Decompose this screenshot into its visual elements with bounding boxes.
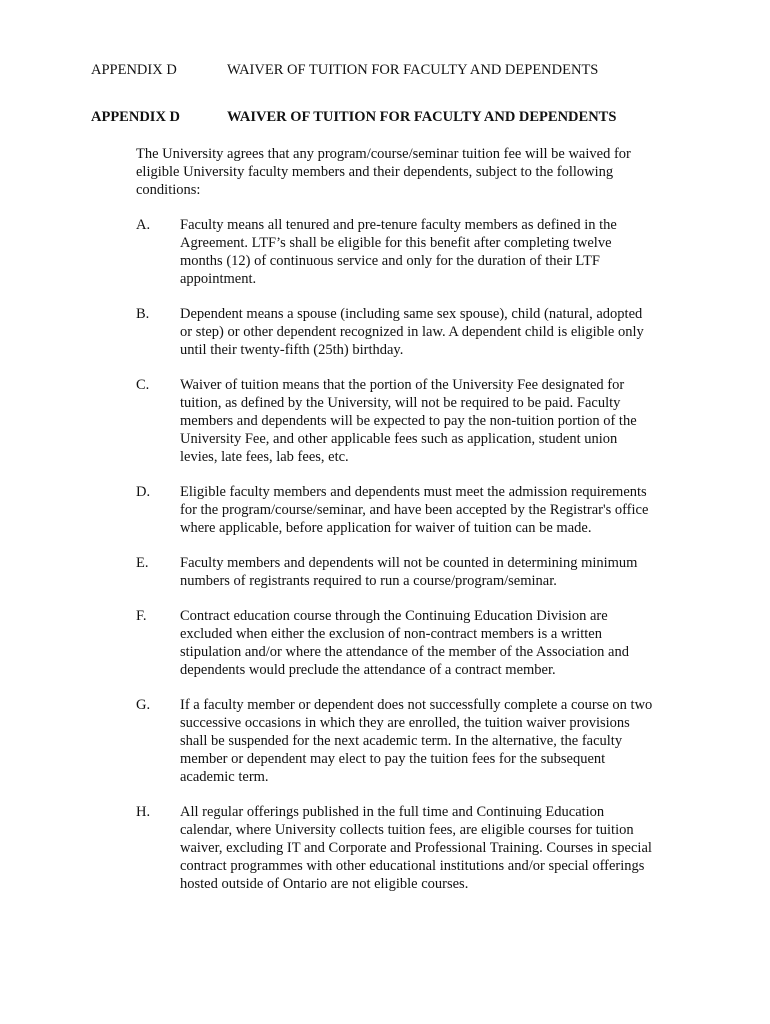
clause-text: Faculty means all tenured and pre-tenure faculty members as defined in the Agreement. LTF’s shall be eligible for this benefit after completing twelve months (12) of continuous service and only for the duration of their LTF appointment. <box>180 217 617 287</box>
clause-text: Contract education course through the Continuing Education Division are excluded when either the exclusion of non-contract members is a written stipulation and/or where the attendance of the member of the Association and dependents would preclude the attendance of a contract member. <box>180 608 629 678</box>
running-header <box>91 61 598 79</box>
clause-g <box>136 696 656 786</box>
clause-list <box>136 216 656 893</box>
clause-letter: D. <box>136 484 151 500</box>
clause-letter: C. <box>136 377 150 393</box>
running-header-title: WAIVER OF TUITION FOR FACULTY AND DEPENDENTS <box>227 62 599 78</box>
clause-a <box>136 216 656 288</box>
running-header-label: APPENDIX D <box>91 62 177 78</box>
clause-f <box>136 607 656 679</box>
clause-text: All regular offerings published in the full time and Continuing Education calendar, where University collects tuition fees, are eligible courses for tuition waiver, excluding IT and Corporate and Professional Training. Courses in special contract programmes with other educational institutions and/or special offerings hosted outside of Ontario are not eligible courses. <box>180 804 652 892</box>
clause-letter: A. <box>136 217 151 233</box>
clause-letter: B. <box>136 306 150 322</box>
clause-letter: E. <box>136 555 149 571</box>
clause-letter: H. <box>136 804 151 820</box>
clause-e <box>136 554 656 590</box>
clause-letter: F. <box>136 608 147 624</box>
clause-text: Eligible faculty members and dependents must meet the admission requirements for the program/course/seminar, and have been accepted by the Registrar's office where applicable, before application for waiver of tuition can be made. <box>180 484 649 536</box>
clause-text: Faculty members and dependents will not be counted in determining minimum numbers of registrants required to run a course/program/seminar. <box>180 555 638 589</box>
appendix-heading-label: APPENDIX D <box>91 109 181 125</box>
clause-b <box>136 305 656 359</box>
clause-c <box>136 376 656 466</box>
clause-letter: G. <box>136 697 151 713</box>
intro-paragraph: The University agrees that any program/course/seminar tuition fee will be waived for eligible University faculty members and their dependents, subject to the following conditions: <box>136 146 631 198</box>
clause-text: If a faculty member or dependent does not successfully complete a course on two successive occasions in which they are enrolled, the tuition waiver provisions shall be suspended for the next academic term. In the alternative, the faculty member or dependent may elect to pay the tuition fees for the subsequent academic term. <box>180 697 653 785</box>
clause-d <box>136 483 656 537</box>
clause-text: Waiver of tuition means that the portion of the University Fee designated for tuition, as defined by the University, will not be required to be paid. Faculty members and dependents will be expected to pay the non-tuition portion of the University Fee, and other applicable fees such as application, student union levies, late fees, lab fees, etc. <box>180 377 637 465</box>
clause-h <box>136 803 656 893</box>
appendix-heading <box>91 108 616 126</box>
appendix-heading-title: WAIVER OF TUITION FOR FACULTY AND DEPENDENTS <box>227 109 617 125</box>
clause-text: Dependent means a spouse (including same sex spouse), child (natural, adopted or step) or other dependent recognized in law. A dependent child is eligible only until their twenty-fifth (25th) birthday. <box>180 306 644 358</box>
